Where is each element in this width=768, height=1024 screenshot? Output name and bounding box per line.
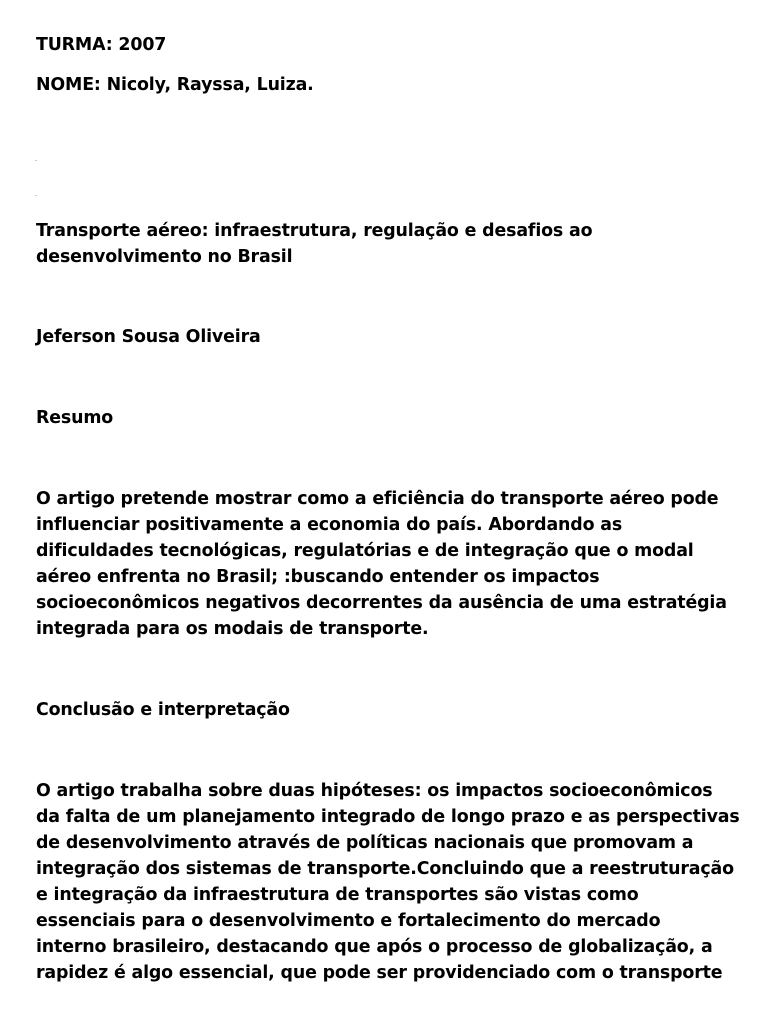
resumo-line: influenciar positivamente a economia do país. Abordando as xyxy=(36,515,623,535)
conclusao-line: interno brasileiro, destacando que após o processo de globalização, a xyxy=(36,937,713,957)
conclusao-line: e integração da infraestrutura de transportes são vistas como xyxy=(36,885,639,905)
conclusao-line: da falta de um planejamento integrado de longo prazo e as perspectivas xyxy=(36,807,740,827)
resumo-line: integrada para os modais de transporte. xyxy=(36,619,429,639)
scan-speck xyxy=(35,160,37,161)
conclusao-line: O artigo trabalha sobre duas hipóteses: os impactos socioeconômicos xyxy=(36,781,713,801)
resumo-line: socioeconômicos negativos decorrentes da ausência de uma estratégia xyxy=(36,593,727,613)
resumo-line: dificuldades tecnológicas, regulatórias e de integração que o modal xyxy=(36,541,694,561)
resumo-paragraph xyxy=(36,486,727,642)
resumo-line: O artigo pretende mostrar como a eficiência do transporte aéreo pode xyxy=(36,489,719,509)
scan-speck xyxy=(35,195,37,196)
conclusao-line: integração dos sistemas de transporte.Concluindo que a reestruturação xyxy=(36,859,734,879)
article-title-line: Transporte aéreo: infraestrutura, regulação e desafios ao xyxy=(36,221,593,241)
author-name: Jeferson Sousa Oliveira xyxy=(36,327,261,347)
article-title-line: desenvolvimento no Brasil xyxy=(36,247,293,267)
conclusao-heading: Conclusão e interpretação xyxy=(36,700,290,720)
article-title xyxy=(36,218,592,270)
conclusao-line: de desenvolvimento através de políticas nacionais que promovam a xyxy=(36,833,694,853)
nome-label: NOME: Nicoly, Rayssa, Luiza. xyxy=(36,75,314,95)
resumo-line: aéreo enfrenta no Brasil; :buscando entender os impactos xyxy=(36,567,600,587)
conclusao-line: essenciais para o desenvolvimento e fortalecimento do mercado xyxy=(36,911,661,931)
conclusao-paragraph xyxy=(36,778,740,986)
conclusao-line: rapidez é algo essencial, que pode ser providenciado com o transporte xyxy=(36,963,723,983)
turma-label: TURMA: 2007 xyxy=(36,35,167,55)
resumo-heading: Resumo xyxy=(36,408,114,428)
